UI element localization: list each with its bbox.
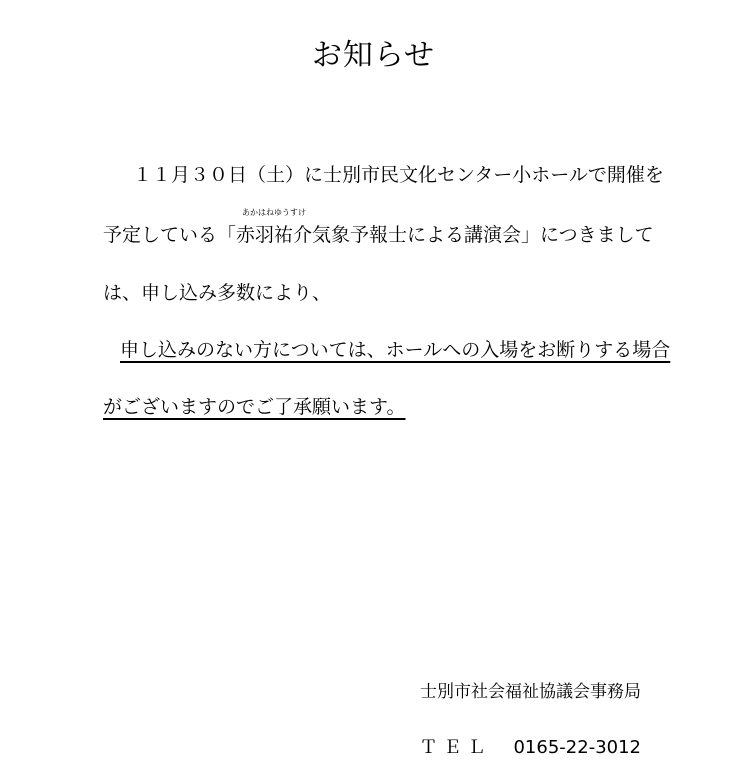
notice-line-1-text: 申し込みのない方については、ホールへの入場をお断りする場合 [120, 339, 671, 361]
body-line-1 [103, 162, 664, 188]
contact-phone [419, 736, 641, 760]
body-line-3 [103, 280, 331, 306]
body-line-1-text: １１月３０日（土）に士別市民文化センター小ホールで開催を [133, 164, 664, 186]
notice-line-1 [103, 337, 670, 363]
body-line-2 [103, 208, 654, 248]
speaker-name [236, 208, 313, 248]
tel-number: 0165-22-3012 [513, 737, 641, 758]
notice-line-2 [103, 394, 405, 420]
body-line-2-before: 予定している「 [103, 224, 237, 246]
speaker-name-reading: あかはねゆうすけ [242, 208, 307, 217]
organization-name: 士別市社会福祉協議会事務局 [420, 682, 641, 702]
page-title: お知らせ [311, 38, 436, 73]
speaker-name-text: 赤羽祐介 [236, 224, 313, 246]
body-line-2-after: 気象予報士による講演会」につきまして [312, 224, 654, 246]
body-line-3-text: は、申し込み多数により、 [103, 282, 332, 304]
notice-line-2-text: がございますのでご了承願います。 [103, 396, 406, 418]
tel-label: ＴＥＬ [419, 737, 492, 758]
